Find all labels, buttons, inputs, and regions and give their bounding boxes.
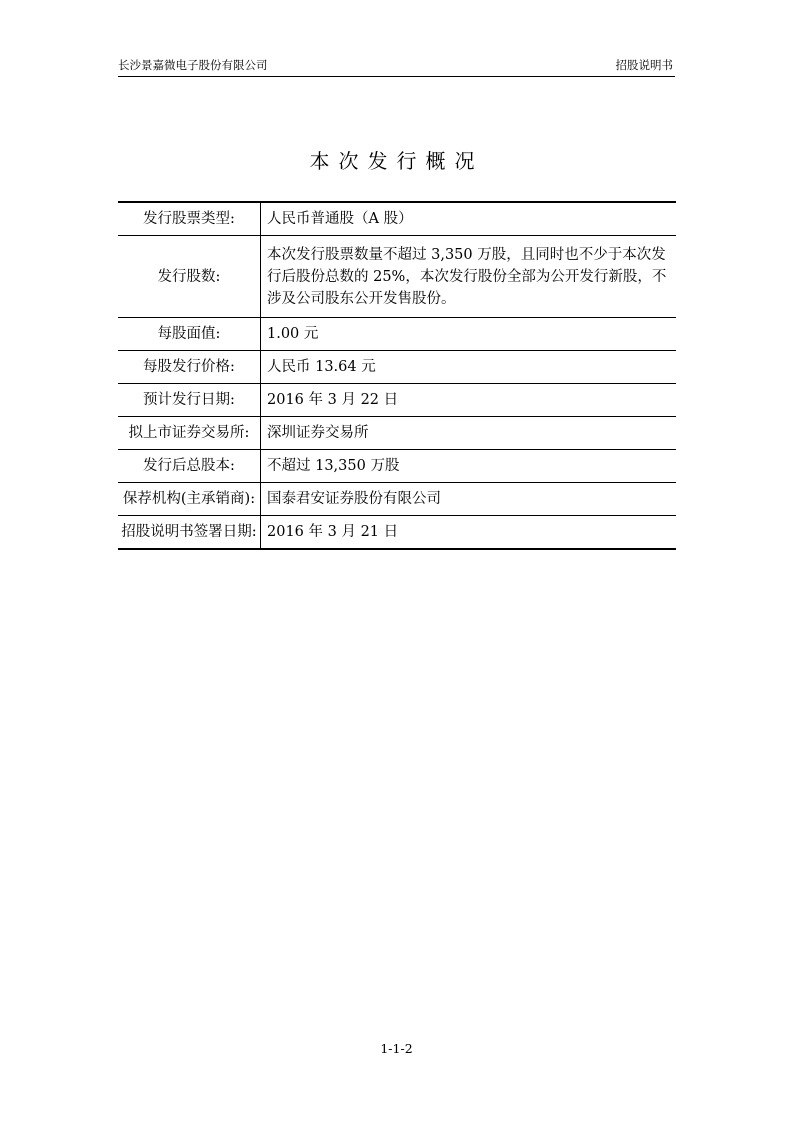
document-type: 招股说明书 (615, 58, 673, 72)
table-row (118, 384, 676, 417)
table-row (118, 516, 676, 550)
row-label: 每股面值: (118, 318, 261, 351)
table-row (118, 318, 676, 351)
row-label: 发行股数: (118, 236, 261, 318)
row-label: 保荐机构(主承销商): (118, 483, 261, 516)
row-value: 人民币 13.64 元 (261, 351, 677, 384)
table-row (118, 351, 676, 384)
row-label: 拟上市证券交易所: (118, 417, 261, 450)
row-value: 本次发行股票数量不超过 3,350 万股，且同时也不少于本次发行后股份总数的 25%，本次发行股份全部为公开发行新股，不涉及公司股东公开发售股份。 (261, 236, 677, 318)
row-label: 发行后总股本: (118, 450, 261, 483)
offering-summary-table (118, 201, 676, 550)
row-value: 1.00 元 (261, 318, 677, 351)
row-label: 每股发行价格: (118, 351, 261, 384)
row-label: 招股说明书签署日期: (118, 516, 261, 550)
row-value: 深圳证券交易所 (261, 417, 677, 450)
row-value: 不超过 13,350 万股 (261, 450, 677, 483)
table-row (118, 202, 676, 236)
row-label: 发行股票类型: (118, 202, 261, 236)
table-row (118, 236, 676, 318)
row-value: 人民币普通股（A 股） (261, 202, 677, 236)
company-name: 长沙景嘉微电子股份有限公司 (118, 58, 268, 72)
row-label: 预计发行日期: (118, 384, 261, 417)
page-title: 本次发行概况 (309, 149, 484, 173)
row-value: 2016 年 3 月 22 日 (261, 384, 677, 417)
table-row (118, 450, 676, 483)
table-row (118, 483, 676, 516)
row-value: 2016 年 3 月 21 日 (261, 516, 677, 550)
row-value: 国泰君安证券股份有限公司 (261, 483, 677, 516)
table-row (118, 417, 676, 450)
page-number: 1-1-2 (380, 1041, 413, 1056)
page-header (118, 54, 675, 77)
